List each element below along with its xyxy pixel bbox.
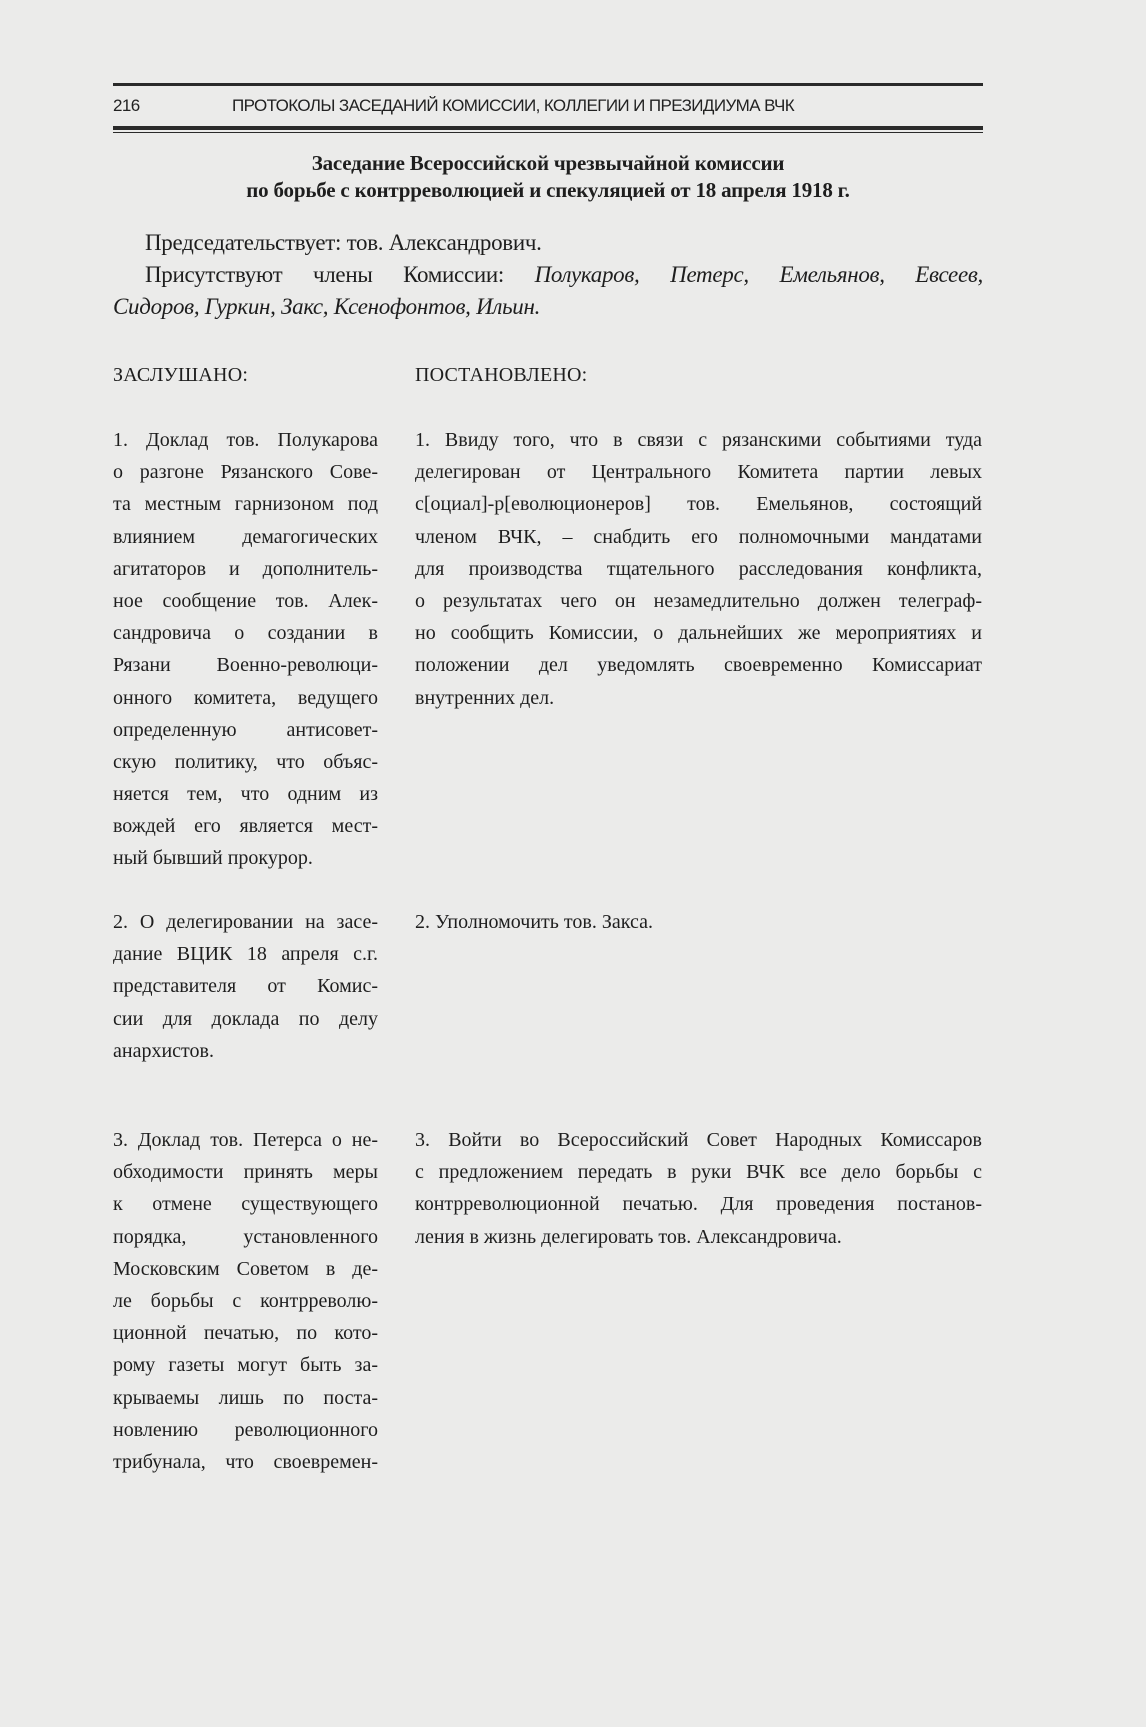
text-line: 3. Войти во Всероссийский Совет Народных Комиссаров — [415, 1129, 982, 1151]
text-line: ный бывший прокурор. — [113, 847, 313, 870]
chair-line — [113, 227, 983, 259]
text-line: 1. Доклад тов. Полукарова — [113, 429, 378, 451]
text-line: новлению революционного — [113, 1418, 378, 1441]
page-number: 216 — [113, 96, 140, 115]
text-line: с предложением передать в руки ВЧК все дело борьбы с — [415, 1161, 982, 1184]
text-line: вождей его является мест- — [113, 815, 378, 838]
running-title: ПРОТОКОЛЫ ЗАСЕДАНИЙ КОМИССИИ, КОЛЛЕГИИ И ПРЕЗИДИУМА ВЧК — [232, 96, 795, 115]
text-line: агитаторов и дополнитель- — [113, 557, 378, 580]
item-1-heard — [113, 424, 378, 875]
item-2-heard — [113, 906, 378, 1067]
text-line: о результатах чего он незамедлительно должен телеграф- — [415, 589, 982, 612]
text-line: няется тем, что одним из — [113, 783, 378, 806]
text-line: представителя от Комис- — [113, 975, 378, 998]
text-line: 2. О делегировании на засе- — [113, 911, 378, 933]
text-line: крываемы лишь по поста- — [113, 1386, 378, 1409]
heard-column-heading: ЗАСЛУШАНО: — [113, 364, 249, 386]
item-3-resolved — [415, 1124, 982, 1253]
text-line: 2. Уполномочить тов. Закса. — [415, 911, 653, 933]
chair-text: Председательствует: тов. Александрович. — [145, 230, 542, 255]
text-line: онного комитета, ведущего — [113, 686, 378, 709]
text-line: порядка, установленного — [113, 1225, 378, 1248]
header-bottom-rule-thick — [113, 126, 983, 130]
text-line: ления в жизнь делегировать тов. Александровича. — [415, 1225, 842, 1248]
text-line: внутренних дел. — [415, 686, 555, 709]
text-line: о разгоне Рязанского Сове- — [113, 461, 378, 484]
session-title-line1: Заседание Всероссийской чрезвычайной комиссии — [311, 151, 785, 175]
text-line: дание ВЦИК 18 апреля с.г. — [113, 943, 378, 966]
session-title — [113, 150, 983, 204]
text-line: контрреволюционной печатью. Для проведения постанов- — [415, 1193, 982, 1216]
header-bottom-rule-thin — [113, 132, 983, 133]
members-line — [113, 259, 983, 323]
text-line: но сообщить Комиссии, о дальнейших же мероприятиях и — [415, 622, 982, 645]
item-2-resolved — [415, 906, 982, 938]
text-line: определенную антисовет- — [113, 718, 378, 741]
text-line: трибунала, что своевремен- — [113, 1450, 378, 1473]
header-top-rule — [113, 83, 983, 86]
text-line: ное сообщение тов. Алек- — [113, 589, 378, 612]
members-names-1: Полукаров, Петерс, Емельянов, Евсеев, — [534, 262, 983, 287]
item-3-heard — [113, 1124, 378, 1478]
text-line: обходимости принять меры — [113, 1161, 378, 1184]
text-line: 1. Ввиду того, что в связи с рязанскими событиями туда — [415, 429, 982, 451]
text-line: скую политику, что объяс- — [113, 750, 378, 773]
text-line: Московским Советом в де- — [113, 1257, 378, 1280]
text-line: сии для доклада по делу — [113, 1007, 378, 1030]
text-line: Рязани Военно-революци- — [113, 654, 378, 677]
resolved-column-heading: ПОСТАНОВЛЕНО: — [415, 364, 588, 386]
text-line: анархистов. — [113, 1039, 214, 1062]
text-line: с[оциал]-р[еволюционеров] тов. Емельянов, состоящий — [415, 493, 982, 516]
text-line: ле борьбы с контрреволю- — [113, 1289, 378, 1312]
text-line: 3. Доклад тов. Петерса о не- — [113, 1129, 378, 1151]
session-title-line2: по борьбе с контрреволюцией и спекуляцией от 18 апреля 1918 г. — [246, 178, 850, 202]
text-line: та местным гарнизоном под — [113, 493, 378, 516]
text-line: влиянием демагогических — [113, 525, 378, 548]
text-line: делегирован от Центрального Комитета партии левых — [415, 461, 982, 484]
members-names-2: Сидоров, Гуркин, Закс, Ксенофонтов, Ильин. — [113, 294, 541, 319]
text-line: к отмене существующего — [113, 1193, 378, 1216]
item-1-resolved — [415, 424, 982, 714]
text-line: положении дел уведомлять своевременно Комиссариат — [415, 654, 982, 677]
text-line: ционной печатью, по кото- — [113, 1322, 378, 1345]
members-label: Присутствуют члены Комиссии: — [145, 262, 535, 287]
text-line: сандровича о создании в — [113, 622, 378, 645]
text-line: членом ВЧК, – снабдить его полномочными мандатами — [415, 525, 982, 548]
text-line: для производства тщательного расследования конфликта, — [415, 557, 982, 580]
text-line: рому газеты могут быть за- — [113, 1354, 378, 1377]
